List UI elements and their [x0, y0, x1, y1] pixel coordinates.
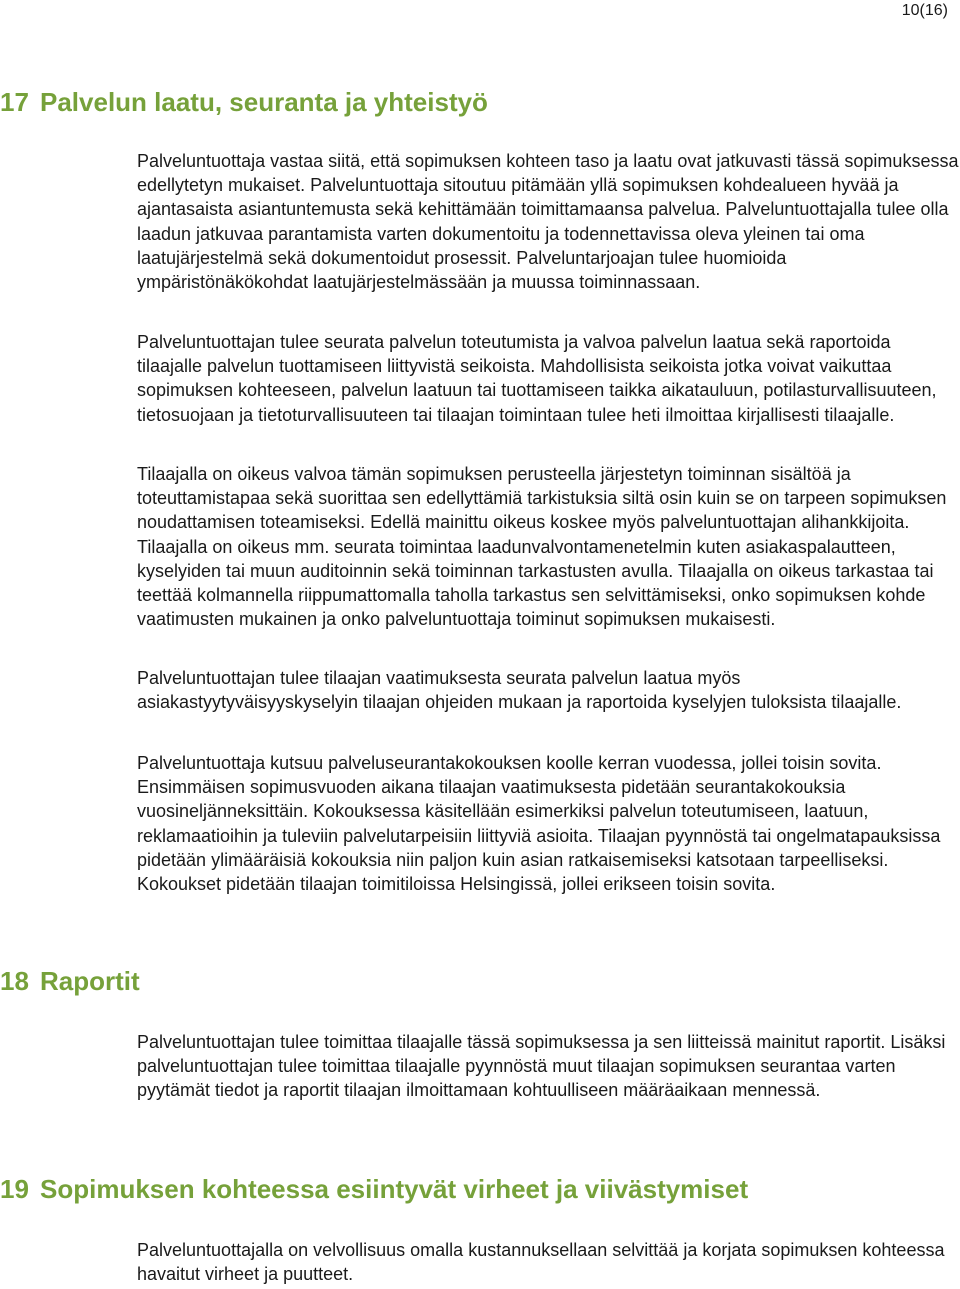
paragraph-defects: Palveluntuottajalla on velvollisuus omalla kustannuksellaan selvittää ja korjata sopimuksen kohteessa havaitut virheet ja puutteet. — [137, 1240, 945, 1285]
paragraph-monitoring-reporting: Palveluntuottajan tulee seurata palvelun toteutumista ja valvoa palvelun laatua sekä raportoida tilaajalle palvelun tuottamiseen liittyvistä seikoista. Mahdollisista seikoista jotka voivat vaikuttaa sopimuksen kohteeseen, palvelun laatuun tai tuottamiseen taikka aikatauluun, potilasturvallisuuteen, tietosuojaan ja tietoturvallisuuteen tai tilaajan toimintaan tulee heti ilmoittaa kirjallisesti tilaajalle. — [137, 332, 937, 425]
section-heading-18 — [0, 966, 140, 996]
section-heading-19 — [0, 1174, 748, 1204]
section-title: Raportit — [40, 966, 140, 996]
section-number: 19 — [0, 1174, 29, 1204]
paragraph-client-supervision: Tilaajalla on oikeus valvoa tämän sopimuksen perusteella järjestetyn toiminnan sisältöä ja toteuttamistapaa sekä suorittaa sen edellyttämiä tarkistuksia siltä osin kuin se on tarpeen sopimuksen noudattamisen toteamiseksi. Edellä mainittu oikeus koskee myös palveluntuottajan alihankkijoita. Tilaajalla on oikeus mm. seurata toimintaa laadunvalvontamenetelmin kuten asiakaspalautteen, kyselyiden tai muun auditoinnin sekä toiminnan tarkastusten avulla. Tilaajalla on oikeus tarkastaa tai teettää kolmannella riippumattomalla taholla tarkastus sen selvittämiseksi, onko sopimuksen kohde vaatimusten mukainen ja onko palveluntuottaja toiminut sopimuksen mukaisesti. — [137, 464, 947, 630]
section-heading-17 — [0, 87, 488, 117]
section-title: Palvelun laatu, seuranta ja yhteistyö — [40, 87, 488, 117]
section-title: Sopimuksen kohteessa esiintyvät virheet ja viivästymiset — [40, 1174, 749, 1204]
page-number: 10(16) — [901, 2, 948, 19]
paragraph-satisfaction-surveys: Palveluntuottajan tulee tilaajan vaatimuksesta seurata palvelun laatua myös asiakastyytyväisyyskyselyin tilaajan ohjeiden mukaan ja raportoida kyselyjen tuloksista tilaajalle. — [137, 668, 902, 713]
section-number: 17 — [0, 87, 29, 117]
paragraph-reports: Palveluntuottajan tulee toimittaa tilaajalle tässä sopimuksessa ja sen liitteissä mainitut raportit. Lisäksi palveluntuottajan tulee toimittaa tilaajalle pyynnöstä muut tilaajan sopimuksen seurantaa varten pyytämät tiedot ja raportit tilaajan ilmoittamaan kohtuulliseen määräaikaan mennessä. — [137, 1032, 946, 1101]
section-number: 18 — [0, 966, 29, 996]
paragraph-follow-up-meetings: Palveluntuottaja kutsuu palveluseurantakokouksen koolle kerran vuodessa, jollei toisin sovita. Ensimmäisen sopimusvuoden aikana tilaajan vaatimuksesta pidetään seurantakokouksia vuosineljänneksittäin. Kokouksessa käsitellään esimerkiksi palvelun toteutumiseen, laatuun, reklamaatioihin ja tuleviin palvelutarpeisiin liittyviä asioita. Tilaajan pyynnöstä tai ongelmatapauksissa pidetään ylimääräisiä kokouksia niin paljon kuin asian ratkaisemiseksi katsotaan tarpeelliseksi. Kokoukset pidetään tilaajan toimitiloissa Helsingissä, jollei erikseen toisin sovita. — [137, 753, 941, 895]
paragraph-quality-responsibility: Palveluntuottaja vastaa siitä, että sopimuksen kohteen taso ja laatu ovat jatkuvasti tässä sopimuksessa edellytetyn mukaiset. Palveluntuottaja sitoutuu pitämään yllä sopimuksen kohdealueen hyvää ja ajantasaista asiantuntemusta sekä kehittämään toimittamaansa palvelua. Palveluntuottajalla tulee olla laadun jatkuvaa parantamista varten dokumentoitu ja todennettavissa oleva yleinen tai oma laatujärjestelmä sekä dokumentoidut prosessit. Palveluntarjoajan tulee huomioida ympäristönäkökohdat laatujärjestelmässään ja muussa toiminnassaan. — [137, 151, 959, 293]
